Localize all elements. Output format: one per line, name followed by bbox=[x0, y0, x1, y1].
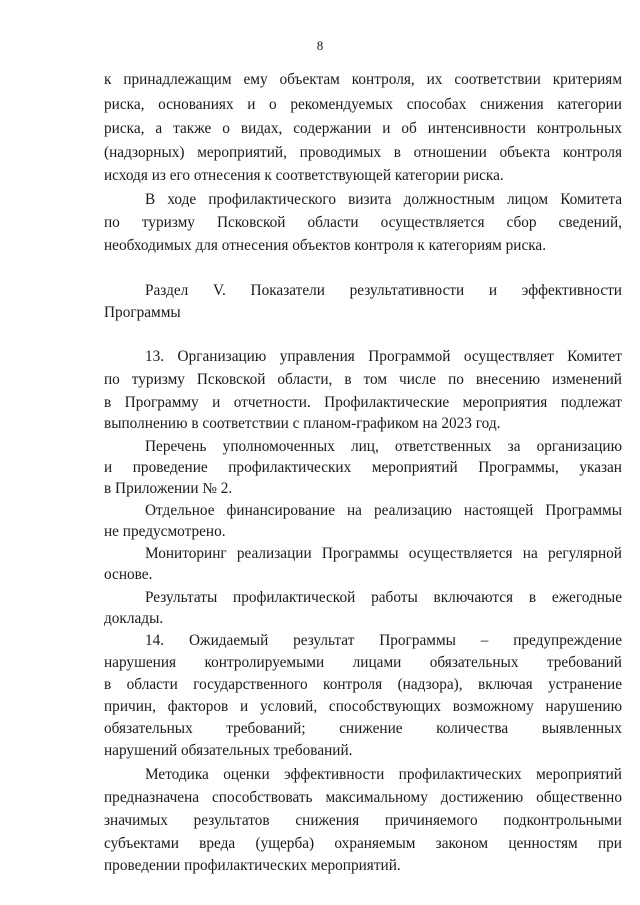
text-line: значимых результатов снижения причиняемого подконтрольными bbox=[104, 812, 622, 829]
text-line: причин, факторов и условий, способствующих возможному нарушению bbox=[104, 698, 622, 715]
text-line: в Программу и отчетности. Профилактические мероприятия подлежат bbox=[104, 394, 622, 411]
text-line: субъектами вреда (ущерба) охраняемым законом ценностям при bbox=[104, 835, 622, 852]
text-line: по туризму Псковской области, в том числе по внесению изменений bbox=[104, 371, 622, 388]
text-line: необходимых для отнесения объектов контроля к категориям риска. bbox=[104, 237, 547, 254]
text-line: нарушений обязательных требований. bbox=[104, 742, 353, 759]
text-line: риска, основаниях и о рекомендуемых способах снижения категории bbox=[104, 96, 622, 113]
text-line: обязательных требований; снижение количества выявленных bbox=[104, 720, 622, 737]
page-number: 8 bbox=[316, 38, 324, 53]
text-line: Методика оценки эффективности профилактических мероприятий bbox=[145, 766, 622, 783]
text-line: Отдельное финансирование на реализацию настоящей Программы bbox=[145, 502, 622, 519]
text-line: Перечень уполномоченных лиц, ответственных за организацию bbox=[145, 438, 622, 455]
text-line: основе. bbox=[104, 566, 153, 583]
text-line: в Приложении № 2. bbox=[104, 480, 233, 497]
section-heading: Программы bbox=[104, 304, 181, 321]
text-line: в области государственного контроля (надзора), включая устранение bbox=[104, 676, 622, 693]
text-line: 14. Ожидаемый результат Программы – предупреждение bbox=[145, 632, 622, 649]
text-line: предназначена способствовать максимальному достижению общественно bbox=[104, 789, 622, 806]
text-line: по туризму Псковской области осуществляется сбор сведений, bbox=[104, 214, 622, 231]
text-line: доклады. bbox=[104, 610, 164, 627]
text-line: В ходе профилактического визита должностным лицом Комитета bbox=[145, 191, 622, 208]
text-line: к принадлежащим ему объектам контроля, их соответствии критериям bbox=[104, 71, 622, 88]
text-line: исходя из его отнесения к соответствующей категории риска. bbox=[104, 167, 504, 184]
text-line: выполнению в соответствии с планом-графиком на 2023 год. bbox=[104, 415, 501, 432]
text-line: Мониторинг реализации Программы осуществляется на регулярной bbox=[145, 545, 622, 562]
text-line: нарушения контролируемыми лицами обязательных требований bbox=[104, 654, 622, 671]
text-line: Результаты профилактической работы включаются в ежегодные bbox=[145, 589, 622, 606]
text-line: и проведение профилактических мероприятий Программы, указан bbox=[104, 459, 622, 476]
text-line: 13. Организацию управления Программой осуществляет Комитет bbox=[145, 348, 622, 365]
text-line: риска, а также о видах, содержании и об интенсивности контрольных bbox=[104, 120, 622, 137]
text-line: не предусмотрено. bbox=[104, 523, 226, 540]
section-heading: Раздел V. Показатели результативности и эффективности bbox=[145, 282, 622, 299]
text-line: (надзорных) мероприятий, проводимых в отношении объекта контроля bbox=[104, 144, 622, 161]
text-line: проведении профилактических мероприятий. bbox=[104, 857, 401, 874]
